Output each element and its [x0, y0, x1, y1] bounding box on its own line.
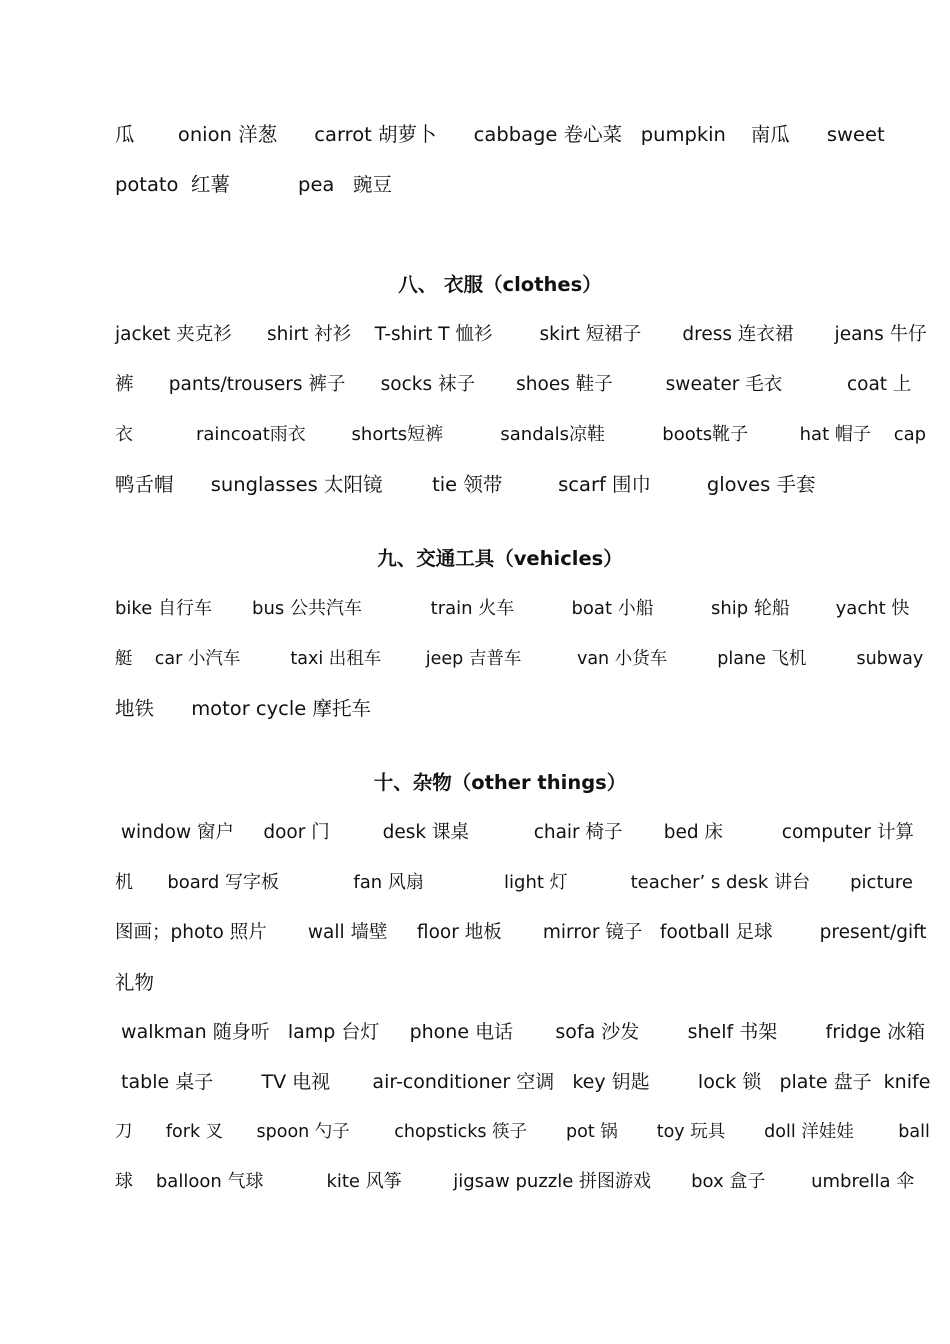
- clothes-line-1: jacket 夹克衫 shirt 衬衫 T-shirt T 恤衫 skirt 短裙子 dress 连衣裙 jeans 牛仔: [115, 324, 927, 345]
- clothes-line-4: 鸭舌帽 sunglasses 太阳镜 tie 领带 scarf 围巾 gloves 手套: [115, 473, 816, 496]
- other-things-line-3: 图画；photo 照片 wall 墙壁 floor 地板 mirror 镜子 football 足球 present/gift: [115, 922, 927, 943]
- section-heading-vehicles: 九、交通工具（vehicles）: [377, 547, 623, 570]
- clothes-line-2: 裤 pants/trousers 裤子 socks 袜子 shoes 鞋子 sweater 毛衣 coat 上: [115, 374, 912, 395]
- clothes-line-3: 衣 raincoat雨衣 shorts短裤 sandals凉鞋 boots靴子 hat 帽子 cap: [115, 424, 927, 445]
- other-things-line-1: window 窗户 door 门 desk 课桌 chair 椅子 bed 床 computer 计算: [115, 822, 914, 843]
- vehicles-line-2: 艇 car 小汽车 taxi 出租车 jeep 吉普车 van 小货车 plane 飞机 subway: [115, 649, 924, 669]
- other-things-line-8: 球 balloon 气球 kite 风筝 jigsaw puzzle 拼图游戏 box 盒子 umbrella 伞: [115, 1171, 915, 1192]
- other-things-line-5: walkman 随身听 lamp 台灯 phone 电话 sofa 沙发 shelf 书架 fridge 冰箱: [115, 1021, 926, 1043]
- vehicles-line-1: bike 自行车 bus 公共汽车 train 火车 boat 小船 ship 轮船 yacht 快: [115, 598, 910, 619]
- other-things-line-7: 刀 fork 叉 spoon 勺子 chopsticks 筷子 pot 锅 toy 玩具 doll 洋娃娃 ball: [115, 1122, 930, 1142]
- vegetables-line-2: potato 红薯 pea 豌豆: [115, 173, 392, 196]
- other-things-line-6: table 桌子 TV 电视 air-conditioner 空调 key 钥匙 lock 锁 plate 盘子 knife: [115, 1071, 931, 1093]
- other-things-line-2: 机 board 写字板 fan 风扇 light 灯 teacher’ s desk 讲台 picture: [115, 872, 913, 893]
- section-heading-other-things: 十、杂物（other things）: [373, 771, 627, 794]
- section-heading-clothes: 八、 衣服（clothes）: [398, 273, 602, 296]
- vegetables-line-1: 瓜 onion 洋葱 carrot 胡萝卜 cabbage 卷心菜 pumpkin 南瓜 sweet: [115, 123, 885, 146]
- other-things-line-4: 礼物: [115, 971, 155, 994]
- vehicles-line-3: 地铁 motor cycle 摩托车: [115, 697, 372, 720]
